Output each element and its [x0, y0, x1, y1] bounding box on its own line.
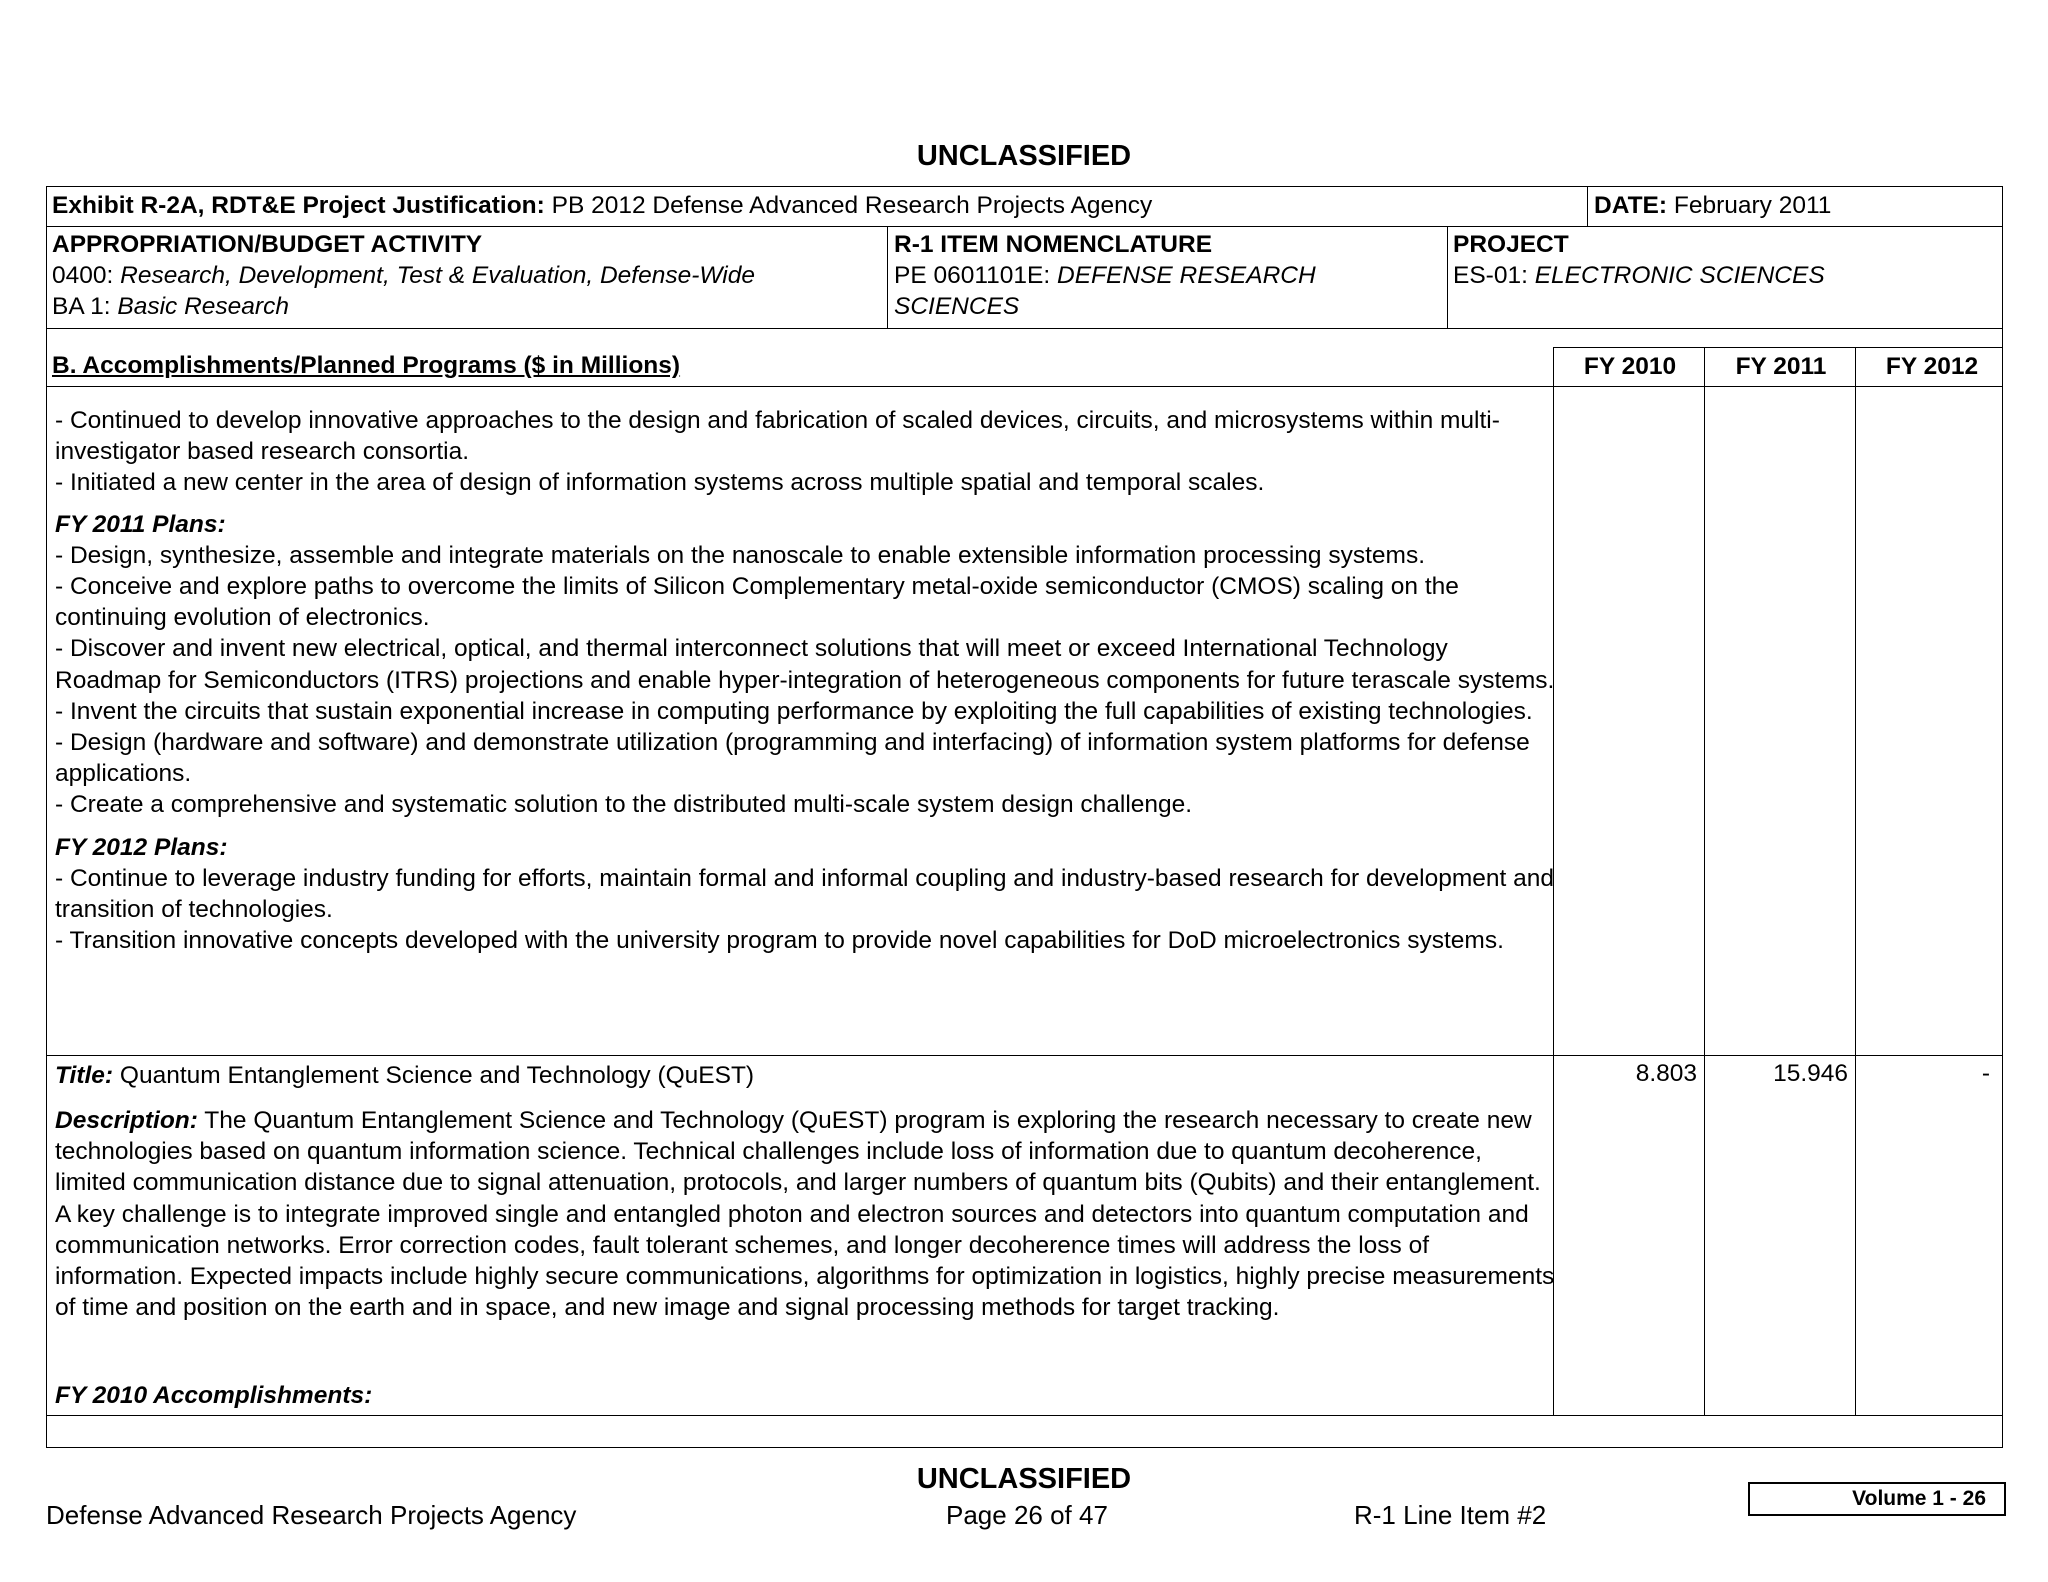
- date-field: DATE: February 2011: [1594, 192, 1832, 219]
- section-heading: B. Accomplishments/Planned Programs ($ in Millions): [52, 352, 681, 379]
- classification-bottom: UNCLASSIFIED: [916, 1463, 1132, 1495]
- footer-agency: Defense Advanced Research Projects Agency: [46, 1500, 577, 1530]
- fy-header-2010: FY 2010: [1583, 353, 1677, 380]
- fy-header-2012: FY 2012: [1885, 353, 1979, 380]
- footer-line-item: R-1 Line Item #2: [1354, 1500, 1547, 1530]
- classification-top: UNCLASSIFIED: [916, 140, 1132, 172]
- program-title: Title: Quantum Entanglement Science and Technology (QuEST): [55, 1062, 755, 1089]
- footer-page: Page 26 of 47: [946, 1500, 1108, 1530]
- fy2010-heading: FY 2010 Accomplishments:: [55, 1382, 373, 1409]
- volume-box: Volume 1 - 26: [1748, 1482, 2006, 1516]
- value-fy2010: 8.803: [1635, 1060, 1697, 1087]
- exhibit-title: Exhibit R-2A, RDT&E Project Justification: PB 2012 Defense Advanced Research Projects Agency: [52, 192, 1153, 219]
- project-block: PROJECT ES-01: ELECTRONIC SCIENCES: [1453, 231, 1825, 289]
- program-description: Description: The Quantum Entanglement Science and Technology (QuEST) program is exploring the research necessary to create new technologies based on quantum information science. Technical challenges include loss of information due to quantum decoherence, limited communication distance due to signal attenuation, protocols, and larger numbers of quantum bits (Qubits) and their entanglement. A key challenge is to integrate improved single and entangled photon and electron sources and detectors into quantum computation and communication networks. Error correction codes, fault tolerant schemes, and longer decoherence times will address the loss of information. Expected impacts include highly secure communications, algorithms for optimization in logistics, highly precise measurements of time and position on the earth and in space, and new image and signal processing methods for target tracking.: [55, 1107, 1555, 1322]
- appropriation-block: APPROPRIATION/BUDGET ACTIVITY 0400: Research, Development, Test & Evaluation, Defense-Wide BA 1: Basic Research: [52, 231, 755, 320]
- value-fy2011: 15.946: [1773, 1060, 1848, 1087]
- r1-nomenclature-block: R-1 ITEM NOMENCLATURE PE 0601101E: DEFENSE RESEARCH SCIENCES: [894, 231, 1316, 320]
- block1-text: - Continued to develop innovative approaches to the design and fabrication of scaled devices, circuits, and microsystems within multi-investigator based research consortia. - Initiated a new center in the area of design of information systems across multiple spatial and temporal scales. FY 2011 Plans: - Design, synthesize, assemble and integrate materials on the nanoscale to enable extensible information processing systems. - Conceive and explore paths to overcome the limits of Silicon Complementary metal-oxide semiconductor (CMOS) scaling on the continuing evolution of electronics. - Discover and invent new electrical, optical, and thermal interconnect solutions that will meet or exceed International Technology Roadmap for Semiconductors (ITRS) projections and enable hyper-integration of heterogeneous components for future terascale systems. - Invent the circuits that sustain exponential increase in computing performance by exploiting the full capabilities of existing technologies. - Design (hardware and software) and demonstrate utilization (programming and interfacing) of information system platforms for defense applications. - Create a comprehensive and systematic solution to the distributed multi-scale system design challenge. FY 2012 Plans: - Continue to leverage industry funding for efforts, maintain formal and informal coupling and industry-based research for development and transition of technologies. - Transition innovative concepts developed with the university program to provide novel capabilities for DoD microelectronics systems.: [55, 407, 1555, 955]
- fy-header-2011: FY 2011: [1735, 353, 1827, 380]
- value-fy2012: -: [1981, 1060, 1990, 1087]
